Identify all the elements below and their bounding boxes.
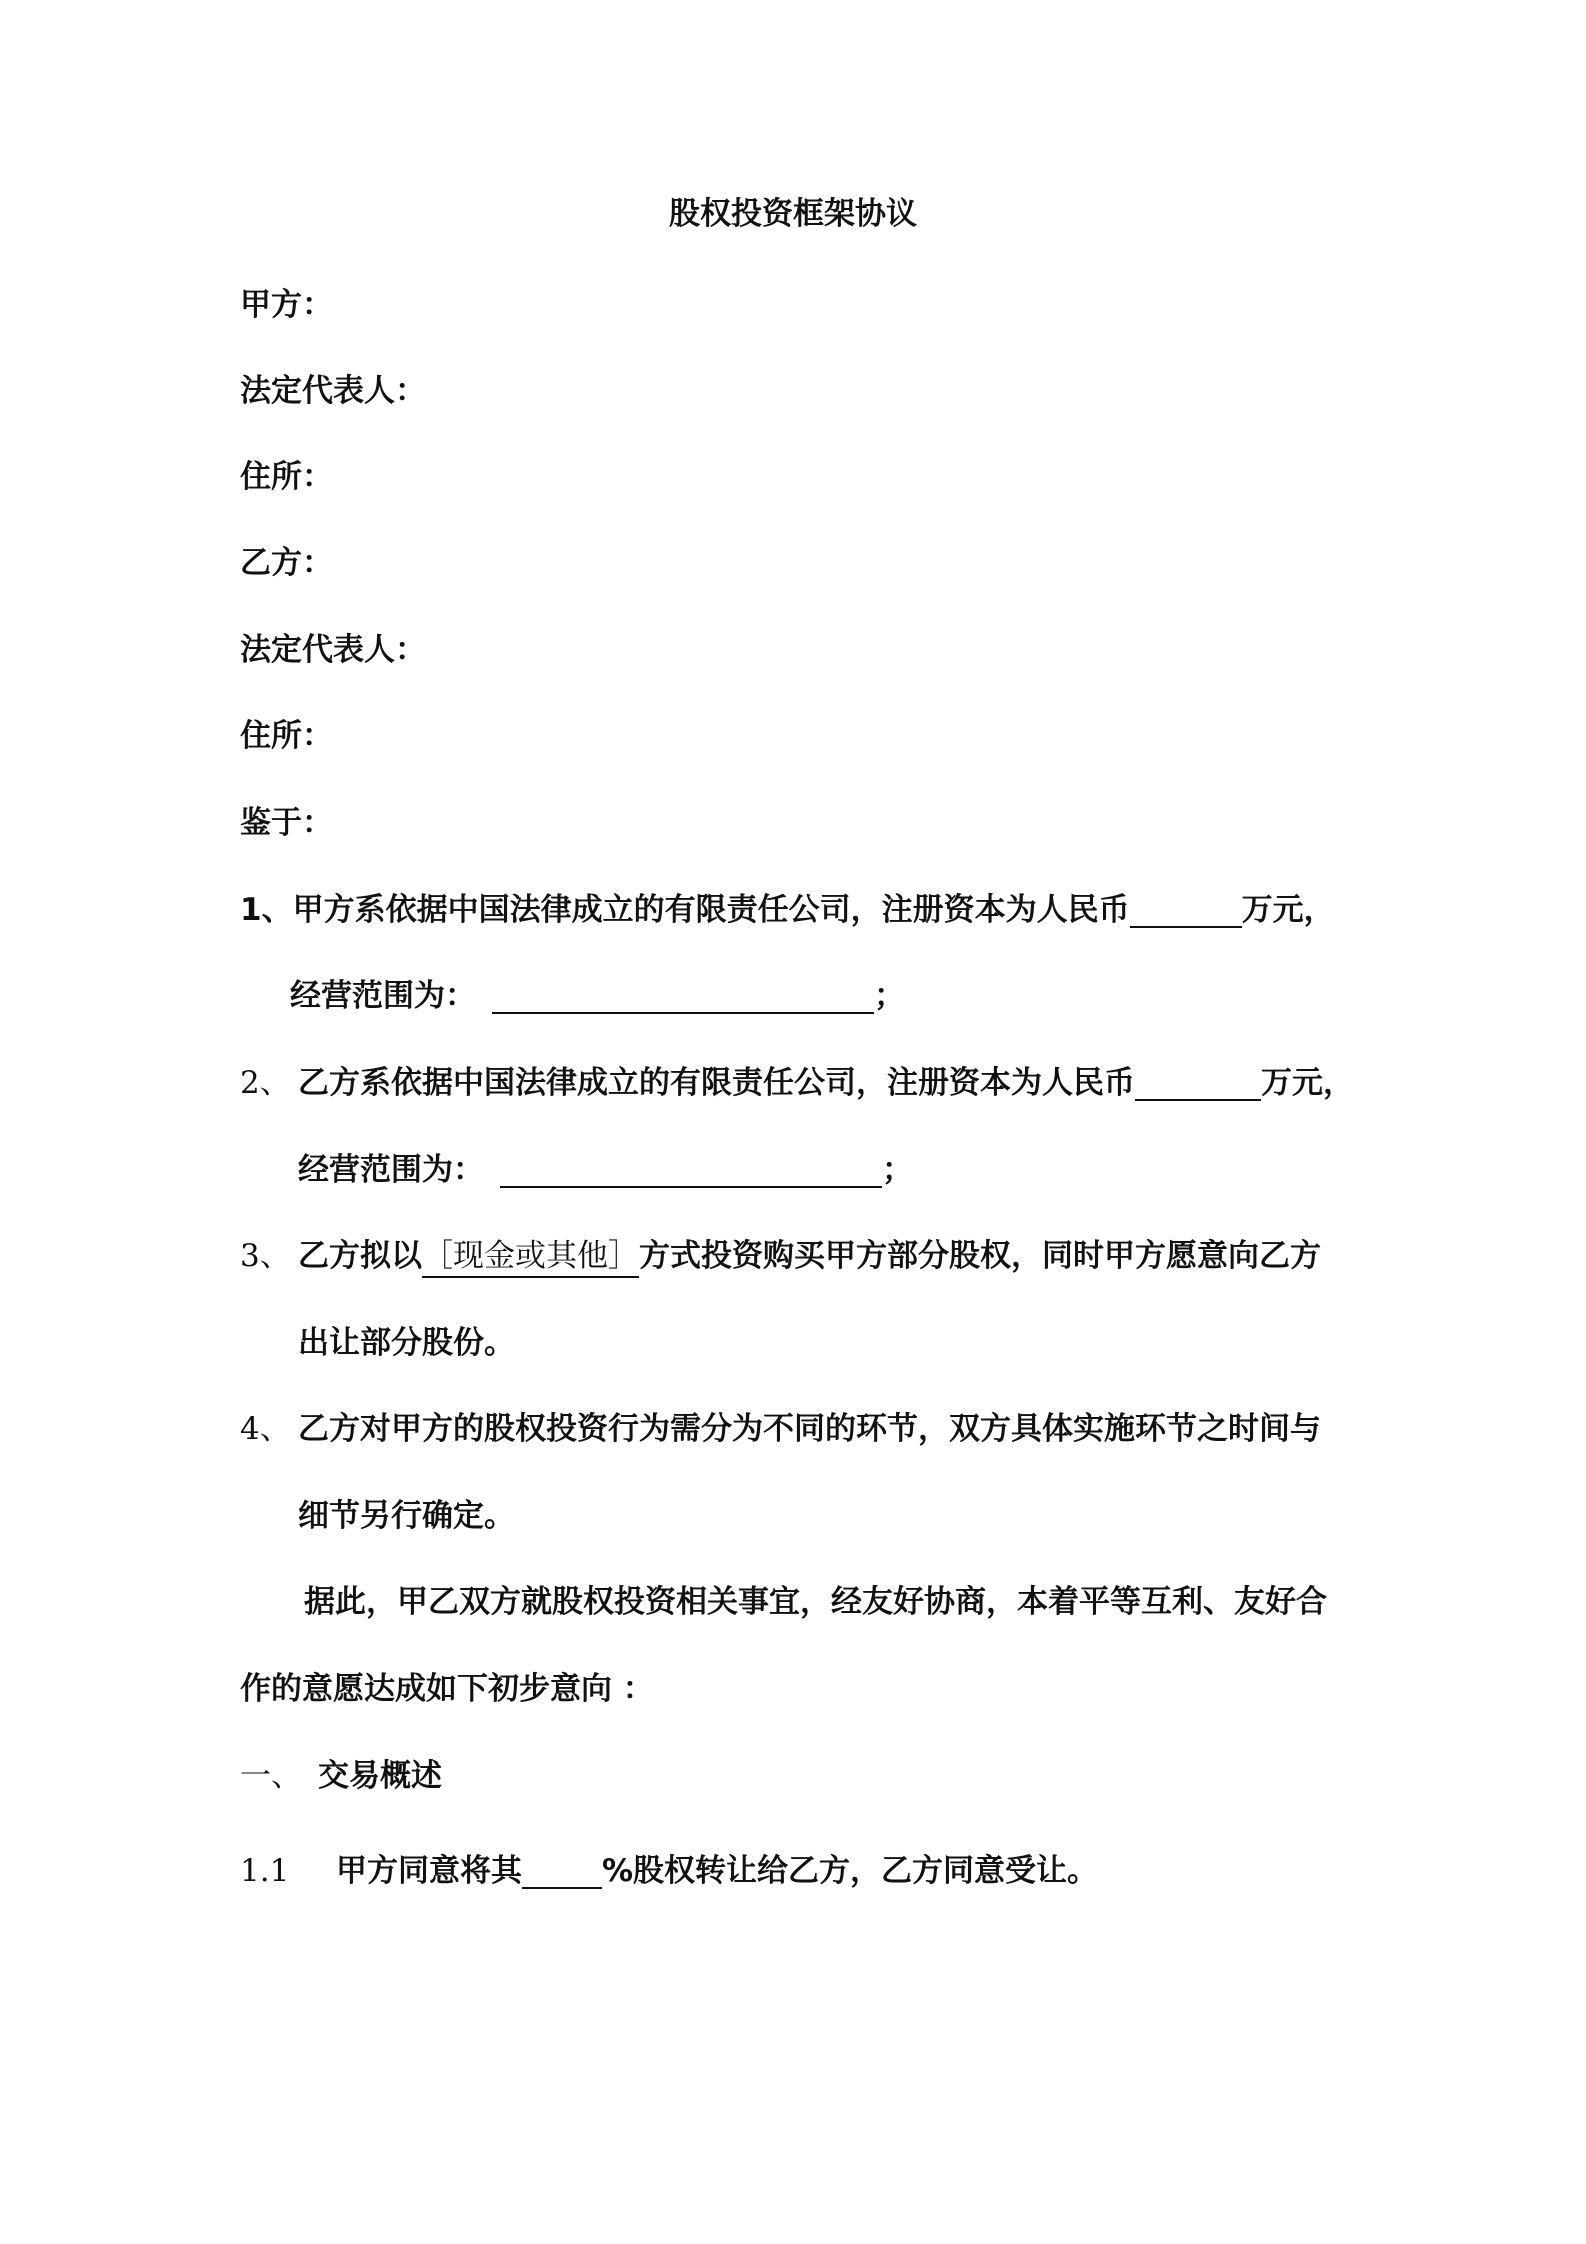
recital-2-line-2 — [298, 1148, 913, 1192]
recital-4-line-2: 细节另行确定。 — [298, 1498, 515, 1534]
clause-1-1-text-after: %股权转让给乙方，乙方同意受让。 — [602, 1853, 1099, 1889]
whereas-label: 鉴于： — [240, 805, 333, 841]
preamble-line-1: 据此，甲乙双方就股权投资相关事宜，经友好协商，本着平等互利、友好合 — [304, 1584, 1327, 1620]
recital-1-line-1 — [240, 888, 1335, 932]
clause-1-1-number: 1.1 — [240, 1853, 290, 1889]
business-scope-label-a: 经营范围为： — [290, 978, 476, 1014]
recital-3-line-1 — [240, 1234, 1321, 1278]
recital-4-number: 4、 — [240, 1411, 291, 1447]
business-scope-blank-a — [492, 978, 874, 1014]
party-b-rep-label: 法定代表人： — [240, 632, 426, 668]
section-1-number: 一、 — [240, 1758, 302, 1794]
party-a-label: 甲方： — [240, 287, 333, 323]
section-1-title: 交易概述 — [318, 1758, 442, 1794]
payment-method-field: ［现金或其他］ — [422, 1236, 639, 1278]
recital-1-unit: 万元， — [1241, 892, 1335, 928]
recital-4-line-1 — [240, 1407, 1321, 1451]
recital-3-line-2: 出让部分股份。 — [298, 1325, 515, 1361]
recital-3-number: 3、 — [240, 1238, 291, 1274]
recital-1-end: ； — [874, 978, 905, 1014]
business-scope-label-b: 经营范围为： — [298, 1152, 484, 1188]
recital-2-number: 2、 — [240, 1065, 291, 1101]
recital-4-text: 乙方对甲方的股权投资行为需分为不同的环节，双方具体实施环节之时间与 — [298, 1411, 1321, 1447]
recital-2-end: ； — [882, 1152, 913, 1188]
clause-1-1-text-before: 甲方同意将其 — [336, 1853, 522, 1889]
section-1-heading — [240, 1754, 442, 1798]
party-a-address-label: 住所： — [240, 459, 333, 495]
party-b-address-label: 住所： — [240, 718, 333, 754]
preamble-line-2: 作的意愿达成如下初步意向 ： — [240, 1671, 654, 1707]
recital-2-text: 乙方系依据中国法律成立的有限责任公司，注册资本为人民币 — [298, 1065, 1135, 1101]
registered-capital-blank-a — [1130, 892, 1242, 928]
recital-3-text-before: 乙方拟以 — [298, 1238, 422, 1274]
recital-1-text: 甲方系依据中国法律成立的有限责任公司，注册资本为人民币 — [292, 892, 1130, 928]
equity-percentage-blank — [522, 1853, 602, 1889]
business-scope-blank-b — [500, 1152, 882, 1188]
registered-capital-blank-b — [1135, 1065, 1261, 1101]
recital-1-number: 1、 — [240, 892, 293, 928]
party-a-rep-label: 法定代表人： — [240, 373, 426, 409]
party-b-label: 乙方： — [240, 545, 333, 581]
recital-2-unit: 万元， — [1261, 1065, 1354, 1101]
recital-3-text-after: 方式投资购买甲方部分股权，同时甲方愿意向乙方 — [639, 1238, 1321, 1274]
recital-2-line-1 — [240, 1061, 1354, 1105]
clause-1-1 — [240, 1849, 1098, 1893]
document-title: 股权投资框架协议 — [669, 196, 917, 232]
recital-1-line-2 — [290, 974, 905, 1018]
